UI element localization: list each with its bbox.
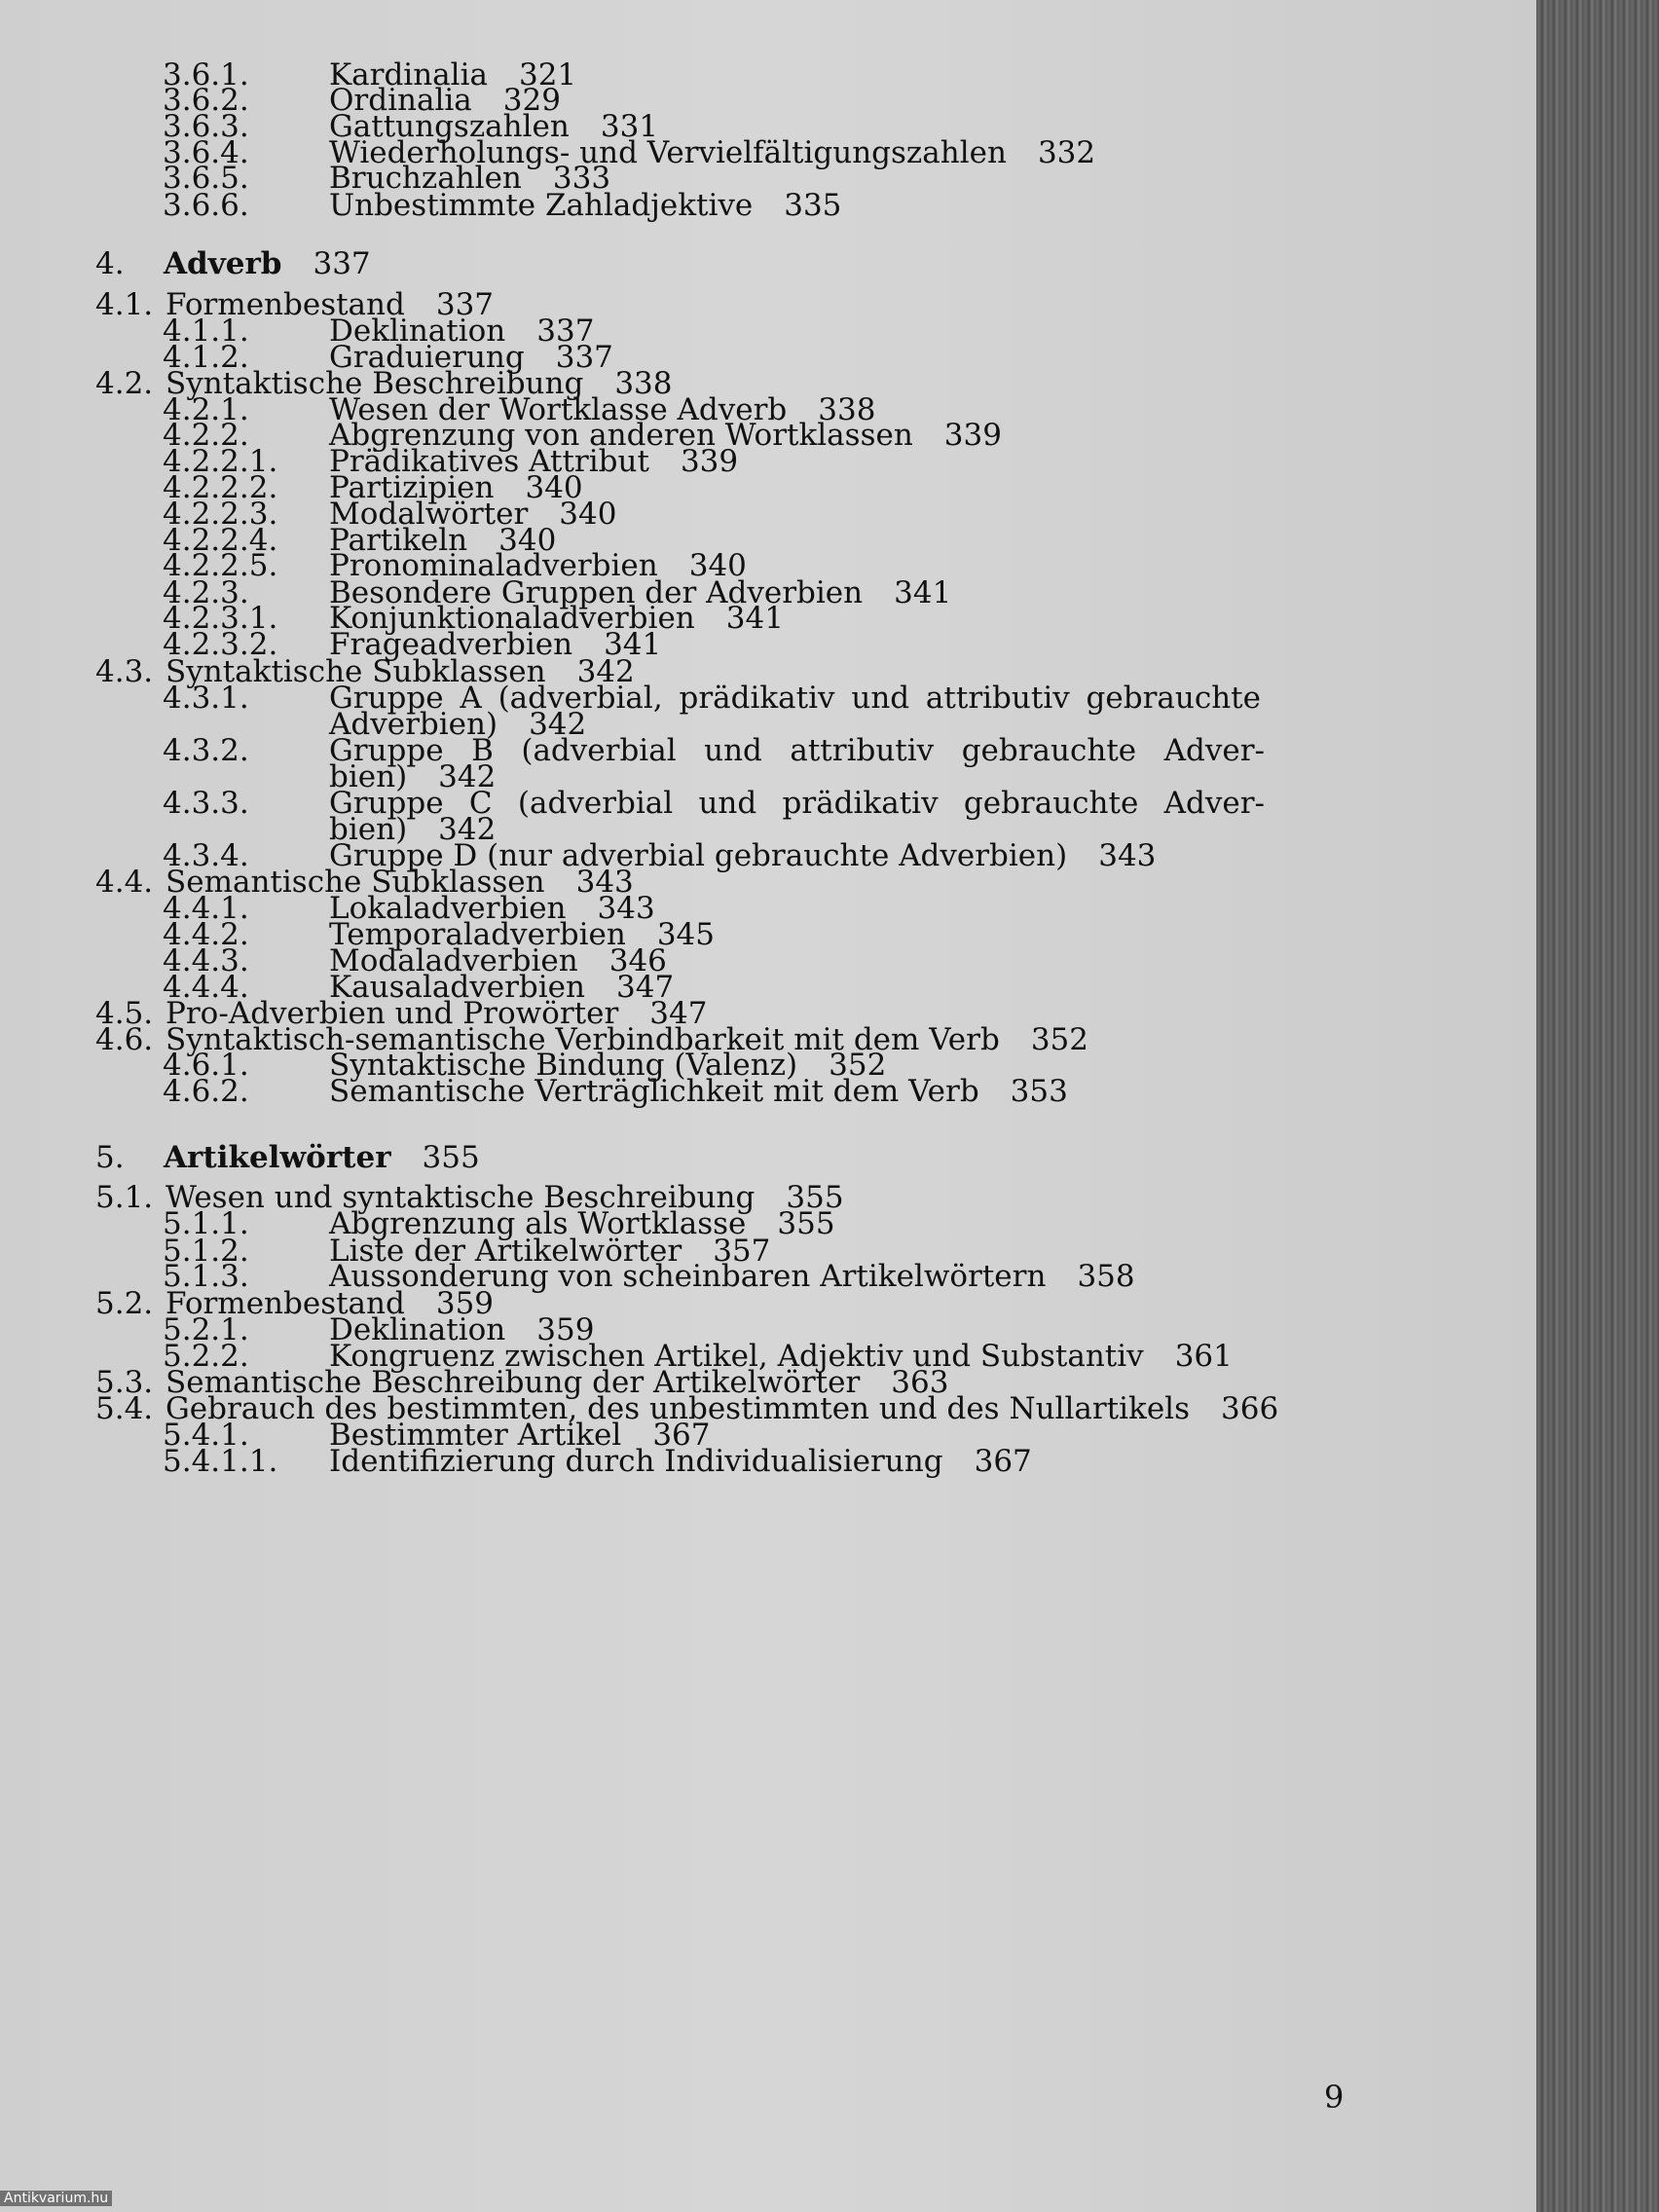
section-number: 4.4.2. xyxy=(163,917,249,952)
section-title: Formenbestand xyxy=(166,287,405,322)
section-title: Syntaktische Beschreibung xyxy=(166,366,584,401)
section-title: bien) xyxy=(329,759,408,794)
section-title: Prädikatives Attribut xyxy=(329,444,649,479)
section-number: 4.2.2.4. xyxy=(163,523,278,558)
section-title: Modalwörter xyxy=(329,497,529,532)
page-ref: 333 xyxy=(552,161,611,196)
section-number: 3.6.5. xyxy=(163,161,249,196)
section-title: Gebrauch des bestimmten, des unbestimmten und des Nullartikels xyxy=(166,1391,1190,1426)
page-ref: 342 xyxy=(438,812,497,847)
section-number: 5.1. xyxy=(95,1180,154,1215)
page-ref: 341 xyxy=(604,627,662,662)
page-ref: 358 xyxy=(1077,1259,1135,1294)
section-number: 5. xyxy=(95,1140,125,1175)
page-ref: 359 xyxy=(536,1312,595,1347)
section-number: 4.2.2.1. xyxy=(163,444,278,479)
section-title: Artikelwörter xyxy=(164,1140,391,1175)
section-title: Adverb xyxy=(164,246,282,281)
page-ref: 347 xyxy=(616,970,675,1005)
page-ref: 367 xyxy=(974,1444,1032,1479)
page-ref: 347 xyxy=(649,996,708,1031)
page-ref: 357 xyxy=(713,1234,771,1269)
section-title: Partikeln xyxy=(329,523,468,558)
page-ref: 355 xyxy=(422,1140,480,1175)
page-ref: 361 xyxy=(1174,1339,1233,1374)
section-number: 3.6.1. xyxy=(163,57,249,92)
watermark: Antikvarium.hu xyxy=(0,2191,112,2206)
section-title: Abgrenzung als Wortklasse xyxy=(329,1206,747,1241)
page-ref: 337 xyxy=(313,246,371,281)
section-title: Kardinalia xyxy=(329,57,488,92)
section-title: Semantische Beschreibung der Artikelwörter xyxy=(166,1365,861,1400)
section-number: 4.1.1. xyxy=(163,313,249,349)
page-ref: 345 xyxy=(656,917,715,952)
section-title: Pronominaladverbien xyxy=(329,548,658,583)
section-title: Kausaladverbien xyxy=(329,970,585,1005)
section-title: Unbestimmte Zahladjektive xyxy=(329,188,754,223)
section-title: Wiederholungs- und Vervielfältigungszahlen xyxy=(329,135,1007,170)
section-number: 4.2.2.5. xyxy=(163,548,278,583)
section-title: Syntaktisch-semantische Verbindbarkeit mit dem Verb xyxy=(166,1022,1000,1057)
section-number: 3.6.4. xyxy=(163,135,249,170)
section-number: 4.6.1. xyxy=(163,1048,249,1083)
page-ref: 337 xyxy=(555,340,613,375)
section-title: Gruppe B (adverbial und attributiv gebrauchte Adver- xyxy=(329,733,1265,768)
page-ref: 340 xyxy=(559,497,617,532)
section-number: 5.2.2. xyxy=(163,1339,249,1374)
page-ref: 331 xyxy=(600,109,659,144)
page-ref: 353 xyxy=(1010,1074,1068,1109)
page-ref: 340 xyxy=(498,523,557,558)
section-title: Aussonderung von scheinbaren Artikelwörtern xyxy=(329,1259,1047,1294)
section-number: 3.6.6. xyxy=(163,188,249,223)
section-number: 3.6.2. xyxy=(163,83,249,118)
section-title: Gruppe D (nur adverbial gebrauchte Adverbien) xyxy=(329,838,1068,873)
section-number: 5.1.1. xyxy=(163,1206,249,1241)
section-title: Identifizierung durch Individualisierung xyxy=(329,1444,943,1479)
section-number: 4.2.3. xyxy=(163,575,249,610)
page-ref: 342 xyxy=(529,707,587,742)
book-spine xyxy=(1536,0,1659,2212)
page-ref: 355 xyxy=(786,1180,844,1215)
section-number: 4.6.2. xyxy=(163,1074,249,1109)
page-ref: 337 xyxy=(536,313,595,349)
section-number: 4.4.4. xyxy=(163,970,249,1005)
section-number: 4.1. xyxy=(95,287,154,322)
section-title: Wesen der Wortklasse Adverb xyxy=(329,392,788,427)
section-title: Kongruenz zwischen Artikel, Adjektiv und Substantiv xyxy=(329,1339,1144,1374)
section-title: Frageadverbien xyxy=(329,627,573,662)
section-number: 3.6.3. xyxy=(163,109,249,144)
section-title: bien) xyxy=(329,812,408,847)
page-ref: 339 xyxy=(680,444,739,479)
section-title: Syntaktische Bindung (Valenz) xyxy=(329,1048,798,1083)
page-ref: 352 xyxy=(1030,1022,1088,1057)
section-number: 5.3. xyxy=(95,1365,154,1400)
section-title: Gattungszahlen xyxy=(329,109,570,144)
section-number: 4.2.2.3. xyxy=(163,497,278,532)
section-title: Besondere Gruppen der Adverbien xyxy=(329,575,864,610)
section-title: Konjunktionaladverbien xyxy=(329,601,695,636)
section-number: 5.4.1.1. xyxy=(163,1444,278,1479)
page-ref: 329 xyxy=(502,83,561,118)
page-ref: 338 xyxy=(614,366,673,401)
section-title: Syntaktische Subklassen xyxy=(166,654,546,689)
section-title: Bestimmter Artikel xyxy=(329,1418,622,1453)
page-ref: 337 xyxy=(435,287,495,322)
section-number: 4.5. xyxy=(95,996,154,1031)
section-title: Bruchzahlen xyxy=(329,161,522,196)
page-ref: 343 xyxy=(597,891,655,926)
page-ref: 346 xyxy=(608,943,667,978)
section-number: 4.3. xyxy=(95,654,154,689)
page-ref: 343 xyxy=(575,865,634,900)
section-title: Temporaladverbien xyxy=(329,917,626,952)
page-ref: 367 xyxy=(652,1418,711,1453)
section-number: 4.3.2. xyxy=(163,733,249,768)
page-ref: 359 xyxy=(435,1286,495,1321)
section-title: Pro-Adverbien und Prowörter xyxy=(166,996,619,1031)
section-number: 4.4.1. xyxy=(163,891,249,926)
section-title: Adverbien) xyxy=(329,707,498,742)
section-number: 5.1.2. xyxy=(163,1234,249,1269)
section-title: Graduierung xyxy=(329,340,525,375)
section-title: Lokaladverbien xyxy=(329,891,567,926)
page-ref: 338 xyxy=(818,392,876,427)
page-ref: 363 xyxy=(891,1365,949,1400)
section-title: Partizipien xyxy=(329,470,495,505)
page-number: 9 xyxy=(1324,2079,1345,2116)
section-title: Abgrenzung von anderen Wortklassen xyxy=(329,418,913,453)
section-number: 4.3.3. xyxy=(163,786,249,821)
section-title: Gruppe C (adverbial und prädikativ gebrauchte Adver- xyxy=(329,786,1265,821)
section-number: 5.2. xyxy=(95,1286,154,1321)
page-ref: 340 xyxy=(525,470,583,505)
section-title: Formenbestand xyxy=(166,1286,405,1321)
section-number: 4.3.1. xyxy=(163,681,249,716)
section-number: 5.1.3. xyxy=(163,1259,249,1294)
section-number: 4.1.2. xyxy=(163,340,249,375)
page-ref: 342 xyxy=(576,654,635,689)
page-ref: 341 xyxy=(725,601,784,636)
page-ref: 340 xyxy=(688,548,747,583)
section-title: Modaladverbien xyxy=(329,943,578,978)
section-number: 4.2.2. xyxy=(163,418,249,453)
section-title: Semantische Subklassen xyxy=(166,865,545,900)
page-ref: 343 xyxy=(1098,838,1157,873)
page-ref: 335 xyxy=(784,188,842,223)
section-title: Deklination xyxy=(329,1312,506,1347)
page-ref: 342 xyxy=(438,759,497,794)
section-title: Deklination xyxy=(329,313,506,349)
section-title: Ordinalia xyxy=(329,83,472,118)
section-title: Liste der Artikelwörter xyxy=(329,1234,682,1269)
page-ref: 341 xyxy=(894,575,952,610)
page-ref: 352 xyxy=(829,1048,887,1083)
page-ref: 321 xyxy=(518,57,577,92)
section-number: 4.2. xyxy=(95,366,154,401)
section-number: 4. xyxy=(95,246,125,281)
page-ref: 332 xyxy=(1037,135,1096,170)
section-number: 5.4.1. xyxy=(163,1418,249,1453)
section-number: 4.2.3.1. xyxy=(163,601,278,636)
section-number: 4.2.2.2. xyxy=(163,470,278,505)
section-number: 4.2.1. xyxy=(163,392,249,427)
section-title: Wesen und syntaktische Beschreibung xyxy=(166,1180,756,1215)
section-title: Gruppe A (adverbial, prädikativ und attributiv gebrauchte xyxy=(329,681,1261,716)
section-number: 4.6. xyxy=(95,1022,154,1057)
section-title: Semantische Verträglichkeit mit dem Verb xyxy=(329,1074,979,1109)
page-ref: 366 xyxy=(1221,1391,1279,1426)
section-number: 4.4.3. xyxy=(163,943,249,978)
section-number: 4.4. xyxy=(95,865,154,900)
page-ref: 339 xyxy=(943,418,1002,453)
page-ref: 355 xyxy=(777,1206,835,1241)
section-number: 5.2.1. xyxy=(163,1312,249,1347)
section-number: 4.3.4. xyxy=(163,838,249,873)
section-number: 4.2.3.2. xyxy=(163,627,278,662)
section-number: 5.4. xyxy=(95,1391,154,1426)
